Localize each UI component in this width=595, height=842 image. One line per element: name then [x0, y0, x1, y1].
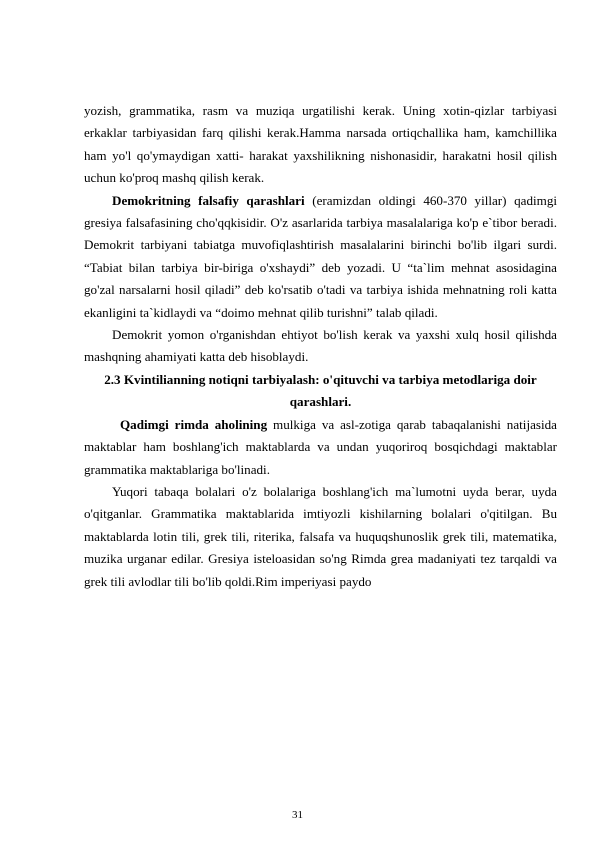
- section-heading: 2.3 Kvintilianning notiqni tarbiyalash: o'qituvchi va tarbiya metodlariga doir qarashlari.: [104, 371, 537, 410]
- paragraph-text: mulkiga va asl-zotiga qarab tabaqalanishi natijasida maktablar ham boshlang'ich maktablarda va undan yuqoriroq bosqichdagi maktablar grammatika maktablariga bo'linadi.: [84, 416, 557, 477]
- page-number: 31: [292, 809, 303, 821]
- paragraph-upper-class: [84, 481, 557, 593]
- paragraph-lead: Qadimgi rimda aholining: [120, 416, 268, 432]
- paragraph-rome-schools: [84, 414, 557, 481]
- paragraph-text: Yuqori tabaqa bolalari o'z bolalariga boshlang'ich ma`lumotni uyda berar, uyda o'qitganlar. Grammatika maktablarida imtiyozli kishilarning bolalari o'qitilgan. Bu maktablarda lotin tili, grek tili, riterika, falsafa va huquqshunoslik grek tili, matematika, muzika urganar edilar. Gresiya isteloasidan so'ng Rimda grea madaniyati tez tarqaldi va grek tili avlodlar tili bo'lib qoldi.Rim imperiyasi paydo: [84, 483, 557, 589]
- paragraph-text: (eramizdan oldingi 460-370 yillar) qadimgi gresiya falsafasining cho'qqkisidir. O'z asarlarida tarbiya masalalariga ko'p e`tibor beradi. Demokrit tarbiyani tabiatga muvofiqlashtirish masalalarini birinchi bo'lib ilgari surdi. “Tabiat bilan tarbiya bir-biriga o'xshaydi” deb yozadi. U “ta`lim mehnat asosidagina go'zal narsalarni hosil qiladi” deb ko'rsatib o'tadi va tarbiya ishida mehnatning roli katta ekanligini ta`kidlaydi va “doimo mehnat qilib turishni” talab qiladi.: [84, 192, 558, 320]
- paragraph-text: yozish, grammatika, rasm va muziqa urgatilishi kerak. Uning xotin-qizlar tarbiyasi erkaklar tarbiyasidan farq qilishi kerak.Hamma narsada ortiqchallika ham, kamchillika ham yo'l qo'ymaydigan xatti- harakat yaxshilikning nishonasidir, harakatni hosil qilish uchun ko'proq mashq qilish kerak.: [84, 103, 557, 186]
- paragraph-lead: Demokritning falsafiy qarashlari: [112, 192, 305, 208]
- paragraph-intro: [84, 100, 557, 190]
- paragraph-democritus-habits: [84, 324, 557, 369]
- paragraph-text: Demokrit yomon o'rganishdan ehtiyot bo'lish kerak va yaxshi xulq hosil qilishda mashqning ahamiyati katta deb hisoblaydi.: [84, 327, 557, 365]
- paragraph-democritus: [84, 190, 557, 324]
- body-text: [84, 100, 557, 593]
